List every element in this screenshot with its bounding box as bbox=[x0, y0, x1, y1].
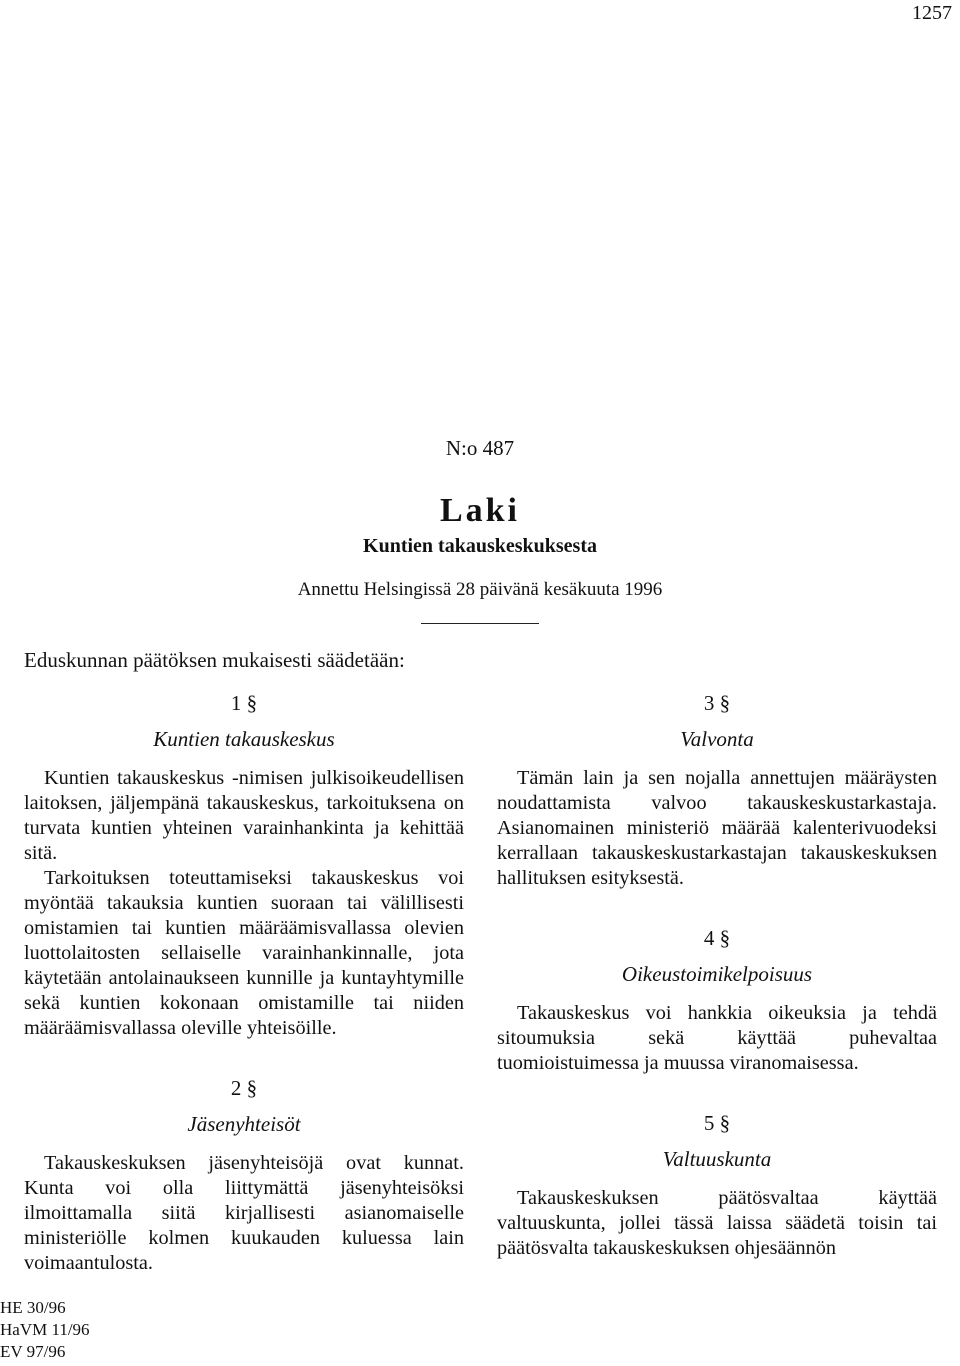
section-paragraph: Takauskeskus voi hankkia oikeuksia ja tehdä sitoumuksia sekä käyttää puhevaltaa tuomioistuimessa ja muussa viranomaisessa. bbox=[497, 1002, 937, 1074]
section-1 bbox=[24, 690, 464, 1041]
law-subtitle: Kuntien takauskeskuksesta bbox=[363, 535, 597, 557]
section-2 bbox=[24, 1075, 464, 1276]
reference-item: EV 97/96 bbox=[0, 1342, 66, 1361]
section-number: 1 § bbox=[230, 691, 258, 715]
section-number: 2 § bbox=[230, 1076, 258, 1100]
section-paragraph: Tämän lain ja sen nojalla annettujen määräysten noudattamista valvoo takauskeskustarkastaja. Asianomainen ministeriö määrää kalenterivuodeksi kerrallaan takauskeskustarkastajan takauskeskuksen hallituksen esityksestä. bbox=[497, 767, 937, 889]
section-title: Jäsenyhteisöt bbox=[187, 1112, 301, 1136]
law-title: Laki bbox=[439, 492, 521, 529]
section-5 bbox=[497, 1110, 937, 1261]
left-column bbox=[24, 690, 464, 1276]
section-paragraph: Takauskeskuksen päätösvaltaa käyttää valtuuskunta, jollei tässä laissa säädetä toisin tai päätösvalta takauskeskuksen ohjesäännön bbox=[497, 1187, 937, 1259]
section-title: Valvonta bbox=[680, 727, 754, 751]
right-column bbox=[497, 690, 937, 1261]
preamble: Eduskunnan päätöksen mukaisesti säädetään: bbox=[24, 648, 405, 672]
section-title: Kuntien takauskeskus bbox=[153, 727, 335, 751]
section-title: Valtuuskunta bbox=[662, 1147, 772, 1171]
section-number: 5 § bbox=[703, 1111, 731, 1135]
page-number: 1257 bbox=[912, 2, 952, 24]
section-3 bbox=[497, 690, 937, 891]
reference-item: HE 30/96 bbox=[0, 1298, 66, 1317]
section-title: Oikeustoimikelpoisuus bbox=[621, 962, 813, 986]
section-paragraph: Takauskeskuksen jäsenyhteisöjä ovat kunnat. Kunta voi olla liittymättä jäsenyhteisöksi ilmoittamalla siitä kirjallisesti asianomaiselle ministeriölle kolmen kuukauden kuluessa lain voimaantulosta. bbox=[24, 1152, 464, 1274]
section-paragraph: Tarkoituksen toteuttamiseksi takauskeskus voi myöntää takauksia kuntien suoraan tai välillisesti omistamien tai kuntien määräämisvallassa olevien luottolaitosten sellaiselle varainhankinnalle, jota käytetään antolainaukseen kunnille ja kuntayhtymille sekä kuntien kokonaan omistamille tai niiden määräämisvallassa oleville yhteisöille. bbox=[24, 867, 464, 1039]
title-divider bbox=[421, 623, 539, 624]
section-paragraph: Kuntien takauskeskus -nimisen julkisoikeudellisen laitoksen, jäljempänä takauskeskus, tarkoituksena on turvata kuntien yhteinen varainhankinta ja kehittää sitä. bbox=[24, 767, 464, 864]
law-number: N:o 487 bbox=[445, 436, 515, 460]
legislative-references bbox=[0, 1297, 90, 1363]
section-4 bbox=[497, 925, 937, 1076]
section-number: 4 § bbox=[703, 926, 731, 950]
reference-item: HaVM 11/96 bbox=[0, 1320, 90, 1339]
section-number: 3 § bbox=[703, 691, 731, 715]
enactment-date: Annettu Helsingissä 28 päivänä kesäkuuta 1996 bbox=[297, 579, 663, 600]
